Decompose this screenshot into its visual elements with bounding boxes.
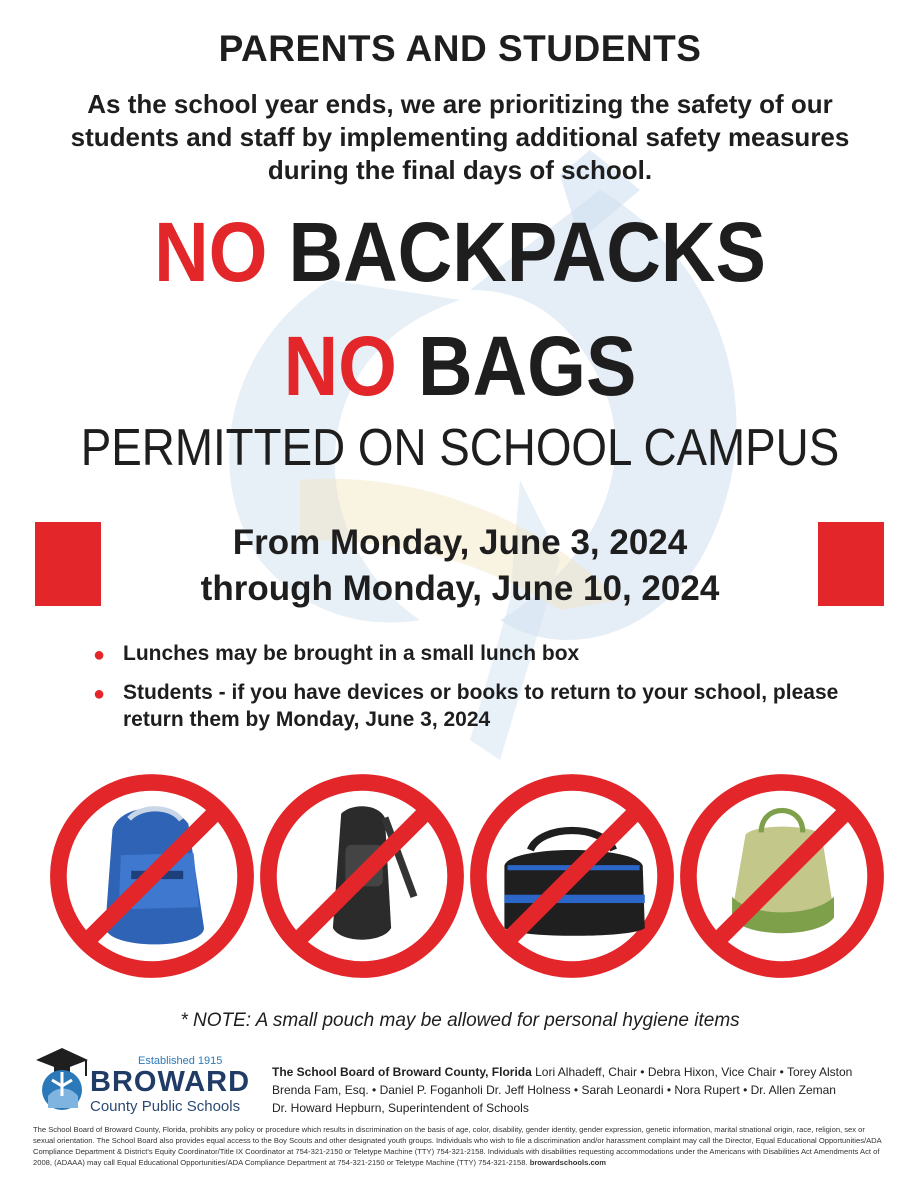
superintendent-line: Dr. Howard Hepburn, Superintendent of Schools bbox=[272, 1101, 529, 1115]
date-through: through Monday, June 10, 2024 bbox=[200, 569, 720, 608]
backpacks-word: BACKPACKS bbox=[288, 205, 766, 299]
list-item: ● Students - if you have devices or books to return to your school, please return them by Monday, June 3, 2024 bbox=[93, 681, 839, 731]
intro-text: As the school year ends, we are prioritizing the safety of our students and staff by implementing additional safety measures during the final days of school. bbox=[70, 89, 850, 185]
board-members-line1: Lori Alhadeff, Chair • Debra Hixon, Vice Chair • Torey Alston bbox=[531, 1065, 853, 1079]
red-accent-block-left bbox=[35, 522, 101, 606]
school-board-info bbox=[272, 1063, 892, 1117]
no-sling-backpack-icon bbox=[258, 772, 466, 980]
bullet-dot-icon: ● bbox=[93, 644, 106, 666]
no-word: NO bbox=[154, 205, 268, 299]
permitted-line: PERMITTED ON SCHOOL CAMPUS bbox=[80, 419, 840, 477]
website-link[interactable]: browardschools.com bbox=[529, 1158, 607, 1167]
legal-disclaimer bbox=[33, 1124, 888, 1168]
bullet-dot-icon: ● bbox=[93, 683, 106, 705]
no-backpacks-headline bbox=[46, 204, 874, 301]
prohibited-items-row bbox=[48, 772, 888, 982]
no-duffel-bag-icon bbox=[468, 772, 676, 980]
logo-subtitle: County Public Schools bbox=[90, 1098, 241, 1115]
bags-word: BAGS bbox=[417, 319, 637, 413]
bullet-list bbox=[90, 640, 850, 745]
date-range bbox=[100, 520, 820, 612]
red-accent-block-right bbox=[818, 522, 884, 606]
note-text: * NOTE: A small pouch may be allowed for personal hygiene items bbox=[180, 1010, 740, 1031]
page-heading: PARENTS AND STUDENTS bbox=[218, 28, 702, 69]
no-bags-headline bbox=[46, 318, 874, 415]
list-item: ● Lunches may be brought in a small lunch box bbox=[90, 640, 850, 667]
board-members-line2: Brenda Fam, Esq. • Daniel P. Foganholi Dr. Jeff Holness • Sarah Leonardi • Nora Rupert • Dr. Allen Zeman bbox=[272, 1083, 836, 1097]
no-drawstring-bag-icon bbox=[678, 772, 886, 980]
board-title: The School Board of Broward County, Florida bbox=[272, 1065, 532, 1079]
date-from: From Monday, June 3, 2024 bbox=[232, 523, 688, 562]
logo-established: Established 1915 bbox=[138, 1055, 223, 1067]
logo-name: BROWARD bbox=[90, 1066, 251, 1098]
legal-text: The School Board of Broward County, Florida, prohibits any policy or procedure which results in discrimination on the basis of age, color, disability, gender identity, gender expression, genetic information, marital stnational origin, race, religion, sex or sexual orientation. The School Board also provides equal access to the Boy Scouts and other designated youth groups. Individuals who wish to file a discrimination and/or harassment complaint may call the Director, Equal Educational Opportunities/ADA Compliance Department & District's Equity Coordinator/Title IX Coordinator at 754-321-2150 or Teletype Machine (TTY) 754-321-2158. Individuals with disabilities requesting accommodations under the Americans with Disabilities Act Amendments Act of 2008, (ADAAA) may call Equal Educational Opportunities/ADA Compliance Department at 754-321-2150 or Teletype Machine (TTY) 754-321-2158. bbox=[33, 1125, 882, 1167]
no-word: NO bbox=[283, 319, 397, 413]
no-blue-backpack-icon bbox=[48, 772, 256, 980]
